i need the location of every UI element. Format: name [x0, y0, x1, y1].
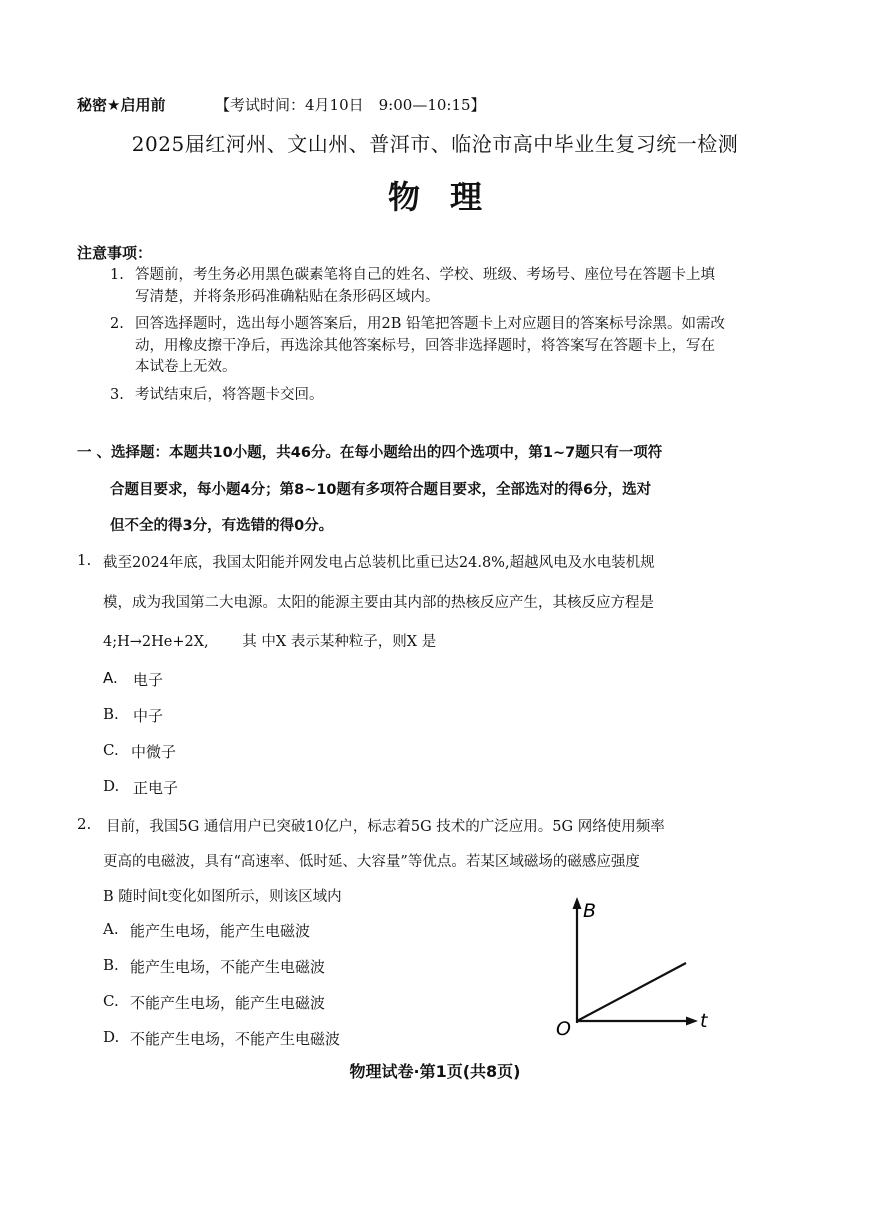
- question-number: 1.: [77, 551, 92, 569]
- notice-item: [110, 265, 725, 308]
- y-axis-label: B: [583, 900, 597, 922]
- notice-item-number: 2.: [110, 316, 124, 332]
- secret-label: 秘密★启用前: [77, 96, 166, 114]
- b-t-line: [577, 963, 686, 1021]
- exam-title: 2025届红河州、文山州、普洱市、临沧市高中毕业生复习统一检测: [131, 132, 739, 156]
- option-letter: B.: [103, 956, 119, 974]
- option-text: 正电子: [133, 779, 179, 797]
- question-text-line: B 随时间t变化如图所示，则该区域内: [103, 889, 342, 905]
- origin-label: O: [556, 1018, 571, 1040]
- option-letter: D.: [103, 1028, 120, 1046]
- option-text: 中子: [133, 707, 164, 725]
- subject-title: 物理: [387, 178, 512, 216]
- question-text-line: 更高的电磁波，具有“高速率、低时延、大容量”等优点。若某区域磁场的磁感应强度: [103, 854, 640, 870]
- notice-heading: 注意事项：: [77, 244, 153, 262]
- question-number: 2.: [77, 815, 92, 833]
- option-letter: C.: [103, 992, 119, 1010]
- section-instructions-line: 合题目要求，每小题4分；第8~10题有多项符合题目要求，全部选对的得6分，选对: [110, 482, 652, 498]
- notice-item-number: 1.: [110, 267, 124, 283]
- exam-time: 【考试时间：4月10日 9:00—10:15】: [215, 96, 486, 114]
- notice-item-number: 3.: [110, 387, 124, 403]
- option-text: 能产生电场，不能产生电磁波: [130, 958, 326, 976]
- option-letter: B.: [103, 705, 119, 723]
- x-axis: [577, 1017, 698, 1026]
- notice-item: [110, 385, 725, 407]
- option-letter: D.: [103, 777, 120, 795]
- notice-item-text: 回答选择题时，选出每小题答案后，用2B 铅笔把答题卡上对应题目的答案标号涂黑。如需改动，用橡皮擦干净后，再选涂其他答案标号，回答非选择题时，将答案写在答题卡上，写在本试卷上无效。: [135, 316, 725, 375]
- question-text-line: 截至2024年底，我国太阳能并网发电占总装机比重已达24.8%,超越风电及水电装机规: [103, 555, 655, 571]
- option-letter: C.: [103, 741, 119, 759]
- option-letter: A.: [103, 920, 119, 938]
- notice-item: [110, 314, 725, 379]
- b-t-graph: [548, 893, 718, 1043]
- question-text-line: 模，成为我国第二大电源。太阳的能源主要由其内部的热核反应产生，其核反应方程是: [103, 595, 654, 611]
- notice-item-text: 考试结束后，将答题卡交回。: [135, 387, 324, 403]
- page-footer: 物理试卷·第1页(共8页): [349, 1062, 521, 1081]
- option-text: 电子: [133, 671, 164, 689]
- question-text-line: 目前，我国5G 通信用户已突破10亿户，标志着5G 技术的广泛应用。5G 网络使用频率: [106, 819, 665, 835]
- section-instructions-line: 一 、选择题：本题共10小题，共46分。在每小题给出的四个选项中，第1~7题只有一项符: [77, 445, 663, 461]
- section-instructions-line: 但不全的得3分，有选错的得0分。: [110, 518, 334, 534]
- question-text-line: 4;H→2He+2X, 其 中X 表示某种粒子，则X 是: [103, 634, 437, 650]
- option-text: 中微子: [131, 743, 177, 761]
- option-letter: A.: [103, 669, 118, 687]
- x-axis-label: t: [700, 1010, 708, 1032]
- option-text: 不能产生电场，不能产生电磁波: [130, 1030, 341, 1048]
- option-text: 不能产生电场，能产生电磁波: [130, 994, 326, 1012]
- notice-item-text: 答题前，考生务必用黑色碳素笔将自己的姓名、学校、班级、考场号、座位号在答题卡上填写清楚，并将条形码准确粘贴在条形码区域内。: [135, 267, 715, 305]
- option-text: 能产生电场，能产生电磁波: [130, 922, 311, 940]
- y-axis: [573, 897, 582, 1023]
